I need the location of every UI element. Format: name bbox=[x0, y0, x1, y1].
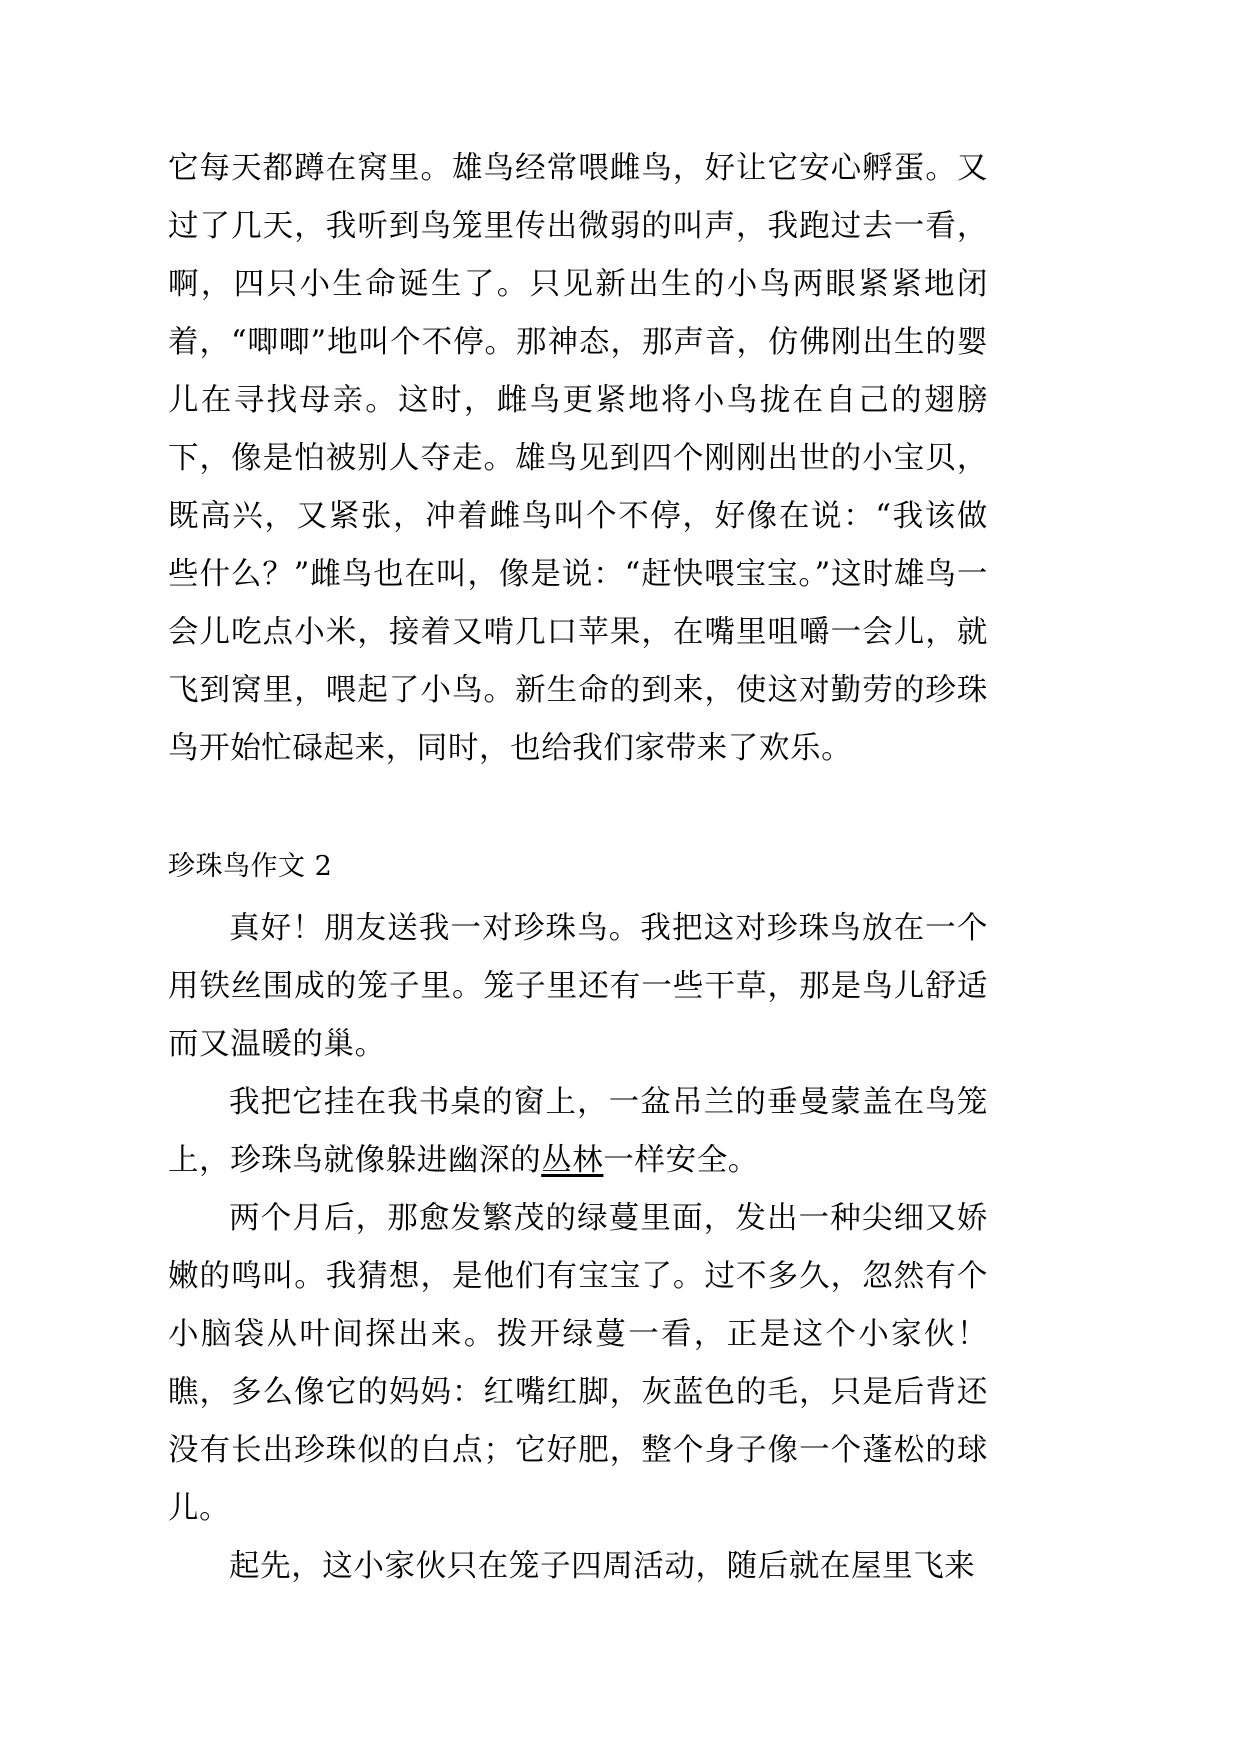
section-two bbox=[168, 900, 988, 1596]
section-spacer bbox=[168, 778, 988, 838]
paragraph-s2-1: 真好！朋友送我一对珍珠鸟。我把这对珍珠鸟放在一个用铁丝围成的笼子里。笼子里还有一些干草，那是鸟儿舒适而又温暖的巢。 bbox=[168, 911, 988, 1062]
paragraph-s2-2-after: 一样安全。 bbox=[603, 1143, 759, 1178]
section-heading-2: 珍珠鸟作文 2 bbox=[168, 851, 333, 882]
section-one bbox=[168, 140, 988, 778]
paragraph-first-section: 它每天都蹲在窝里。雄鸟经常喂雌鸟，好让它安心孵蛋。又过了几天，我听到鸟笼里传出微弱的叫声，我跑过去一看，啊，四只小生命诞生了。只见新出生的小鸟两眼紧紧地闭着，“唧唧”地叫个不停。那神态，那声音，仿佛刚出生的婴儿在寻找母亲。这时，雌鸟更紧地将小鸟拢在自己的翅膀下，像是怕被别人夺走。雄鸟见到四个刚刚出世的小宝贝，既高兴，又紧张，冲着雌鸟叫个不停，好像在说：“我该做些什么？”雌鸟也在叫，像是说：“赶快喂宝宝。”这时雄鸟一会儿吃点小米，接着又啃几口苹果，在嘴里咀嚼一会儿，就飞到窝里，喂起了小鸟。新生命的到来，使这对勤劳的珍珠鸟开始忙碌起来，同时，也给我们家带来了欢乐。 bbox=[168, 151, 988, 766]
paragraph-s2-2 bbox=[168, 1074, 988, 1190]
paragraph-s2-2-before: 我把它挂在我书桌的窗上，一盆吊兰的垂曼蒙盖在鸟笼上，珍珠鸟就像躲进幽深的 bbox=[168, 1085, 988, 1178]
paragraph-s2-4: 起先，这小家伙只在笼子四周活动，随后就在屋里飞来 bbox=[229, 1549, 976, 1584]
paragraph-s2-2-underlined: 丛林 bbox=[541, 1143, 604, 1178]
document-body bbox=[168, 140, 988, 1596]
paragraph-s2-3: 两个月后，那愈发繁茂的绿蔓里面，发出一种尖细又娇嫩的鸣叫。我猜想，是他们有宝宝了。过不多久，忽然有个小脑袋从叶间探出来。拨开绿蔓一看，正是这个小家伙！瞧，多么像它的妈妈：红嘴红脚，灰蓝色的毛，只是后背还没有长出珍珠似的白点；它好肥，整个身子像一个蓬松的球儿。 bbox=[168, 1201, 988, 1526]
